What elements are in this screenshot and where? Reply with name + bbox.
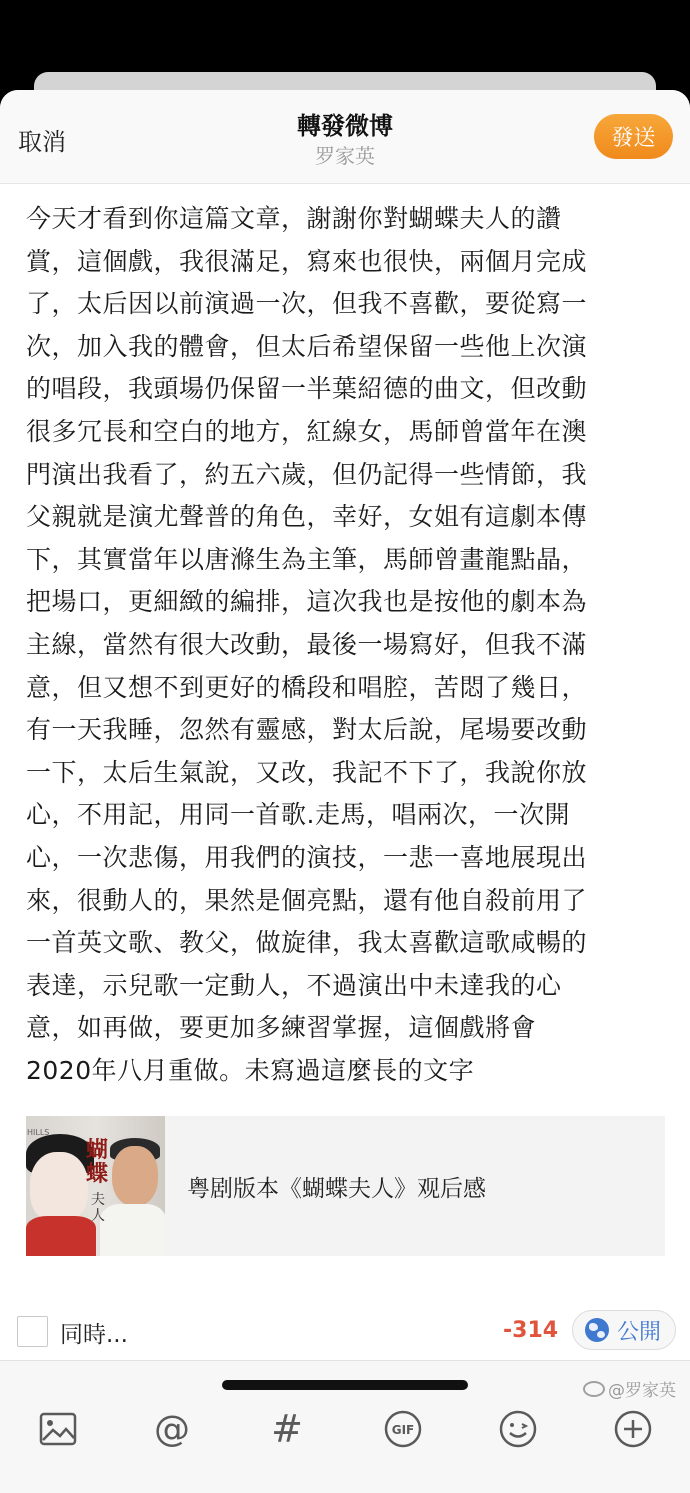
- post-text-line: 很多冗長和空白的地方，紅線女，馬師曾當年在澳: [26, 416, 588, 446]
- header: [0, 90, 690, 184]
- send-button[interactable]: 發送: [594, 114, 673, 159]
- image-icon[interactable]: [38, 1409, 78, 1449]
- page-title: 轉發微博: [297, 112, 393, 140]
- post-text-line: 一首英文歌、教父，做旋律，我太喜歡這歌咸暢的: [26, 928, 588, 958]
- thumb-figure-left-robe: [26, 1216, 96, 1256]
- thumb-title: 蝴蝶: [85, 1137, 108, 1187]
- post-text-line: 把場口，更細緻的編排，這次我也是按他的劇本為: [26, 587, 588, 617]
- post-text-line: 心，不用記，用同一首歌.走馬，唱兩次，一次開: [26, 800, 570, 830]
- options-row: [0, 1300, 690, 1360]
- post-text-line: 今天才看到你這篇文章，謝謝你對蝴蝶夫人的讚: [26, 204, 562, 233]
- same-time-label[interactable]: 同時...: [60, 1322, 128, 1348]
- post-text-line: 表達，示兒歌一定動人，不過演出中未達我的心: [26, 970, 562, 1000]
- post-text-line: 心，一次悲傷，用我們的演技，一悲一喜地展現出: [26, 842, 588, 872]
- post-text-line: 來，很動人的，果然是個亮點，還有他自殺前用了: [26, 885, 588, 915]
- at-mention-icon[interactable]: @: [154, 1408, 190, 1450]
- post-text-line: 門演出我看了，約五六歲，但仍記得一些情節，我: [26, 459, 588, 489]
- link-card[interactable]: [26, 1116, 665, 1256]
- post-text-line: 意，如再做，要更加多練習掌握，這個戲將會: [26, 1013, 537, 1043]
- home-indicator: [222, 1380, 468, 1390]
- weibo-logo-icon: [583, 1381, 605, 1397]
- gif-icon[interactable]: [383, 1409, 423, 1449]
- repost-sheet: [0, 90, 690, 1493]
- post-text-line: 有一天我睡，忽然有靈感，對太后說，尾場要改動: [26, 715, 588, 745]
- card-title: 粤剧版本《蝴蝶夫人》观后感: [187, 1175, 486, 1202]
- hashtag-icon[interactable]: #: [271, 1407, 303, 1451]
- post-text-line: 2020年八月重做。未寫過這麼長的文字: [26, 1055, 475, 1085]
- add-more-icon[interactable]: [613, 1409, 653, 1449]
- post-text-line: 次，加入我的體會，但太后希望保留一些他上次演: [26, 331, 588, 361]
- post-text-line: 下，其實當年以唐滌生為主筆，馬師曾畫龍點晶，: [26, 544, 588, 574]
- thumb-figure-right-face: [112, 1146, 158, 1206]
- emoji-icon[interactable]: [498, 1409, 538, 1449]
- post-text-line: 意，但又想不到更好的橋段和唱腔，苦悶了幾日，: [26, 672, 588, 702]
- same-time-checkbox[interactable]: [17, 1316, 48, 1347]
- post-text-line: 賞，這個戲，我很滿足，寫來也很快，兩個月完成: [26, 246, 588, 276]
- post-text-line: 父親就是演尤聲普的角色，幸好，女姐有這劇本傳: [26, 502, 588, 532]
- post-text-line: 的唱段，我頭場仍保留一半葉紹德的曲文，但改動: [26, 374, 588, 404]
- char-count: -314: [503, 1318, 559, 1343]
- globe-icon: [585, 1318, 609, 1342]
- watermark-text: @罗家英: [608, 1381, 676, 1401]
- thumb-corner-text: HILLS: [27, 1128, 50, 1137]
- post-text-input[interactable]: [26, 198, 666, 1092]
- visibility-label: 公開: [617, 1319, 662, 1345]
- thumb-subtitle: 夫人: [91, 1192, 105, 1224]
- cancel-button[interactable]: 取消: [18, 122, 66, 157]
- post-text-line: 主線，當然有很大改動，最後一場寫好，但我不滿: [26, 629, 588, 659]
- card-thumbnail: [26, 1116, 165, 1256]
- post-text-line: 一下，太后生氣說，又改，我記不下了，我說你放: [26, 757, 588, 787]
- post-text-line: 了，太后因以前演過一次，但我不喜歡，要從寫一: [26, 289, 588, 319]
- page-subtitle: 罗家英: [315, 144, 375, 168]
- title-block: [0, 110, 690, 170]
- thumb-figure-right-uniform: [100, 1204, 165, 1256]
- thumb-figure-left-face: [30, 1152, 88, 1222]
- gif-label: GIF: [391, 1423, 415, 1437]
- watermark: [583, 1376, 676, 1401]
- visibility-button[interactable]: [572, 1310, 676, 1350]
